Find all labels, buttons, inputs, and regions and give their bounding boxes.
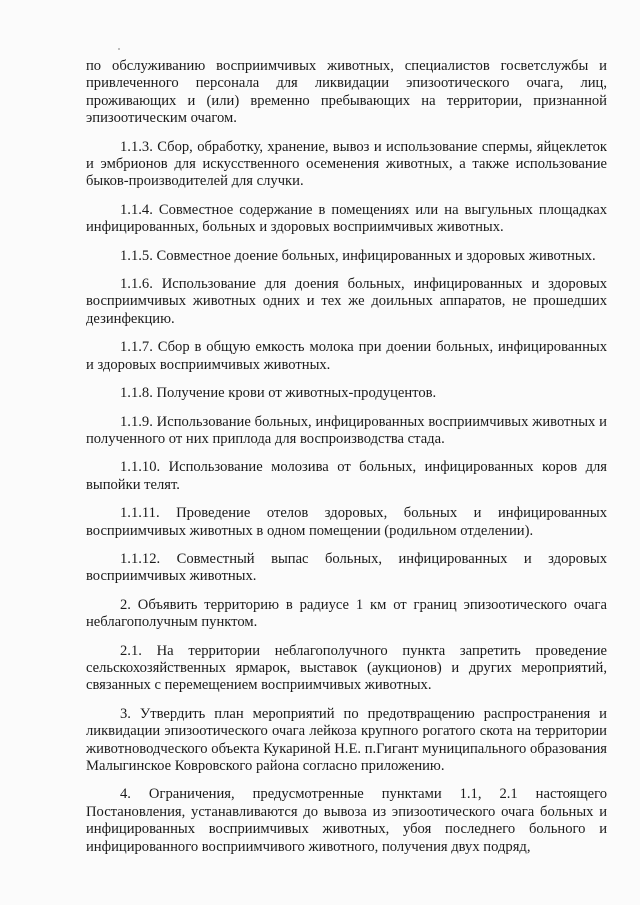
scan-artifact	[118, 48, 120, 50]
paragraph-1-1-4: 1.1.4. Совместное содержание в помещениях или на выгульных площадках инфицированных, больных и здоровых восприимчивых животных.	[86, 201, 607, 236]
paragraph-1-1-11: 1.1.11. Проведение отелов здоровых, больных и инфицированных восприимчивых животных в одном помещении (родильном отделении).	[86, 505, 607, 539]
paragraph-2-1: 2.1. На территории неблагополучного пункта запретить проведение сельскохозяйственных ярмарок, выставок (аукционов) и других мероприятий, связанных с перемещением восприимчивых животных.	[86, 642, 607, 694]
paragraph-4: 4. Ограничения, предусмотренные пунктами 1.1, 2.1 настоящего Постановления, устанавливаются до вывоза из эпизоотического очага больных и инфицированных восприимчивых животных, убоя последнего больного и инфицированного восприимчивого животного, получения двух подряд,	[86, 786, 607, 855]
paragraph-continuation: по обслуживанию восприимчивых животных, специалистов госветслужбы и привлеченного персонала для ликвидации эпизоотического очага, лиц, проживающих и (или) временно пребывающих на территории, признанной эпизоотическим очагом.	[86, 58, 607, 127]
paragraph-1-1-9: 1.1.9. Использование больных, инфицированных восприимчивых животных и полученного от них приплода для воспроизводства стада.	[86, 413, 607, 447]
paragraph-1-1-5: 1.1.5. Совместное доение больных, инфицированных и здоровых животных.	[120, 247, 596, 264]
paragraph-1-1-7: 1.1.7. Сбор в общую емкость молока при доении больных, инфицированных и здоровых восприимчивых животных.	[86, 339, 607, 373]
paragraph-1-1-3: 1.1.3. Сбор, обработку, хранение, вывоз и использование спермы, яйцеклеток и эмбрионов для искусственного осеменения животных, а также использование быков-производителей для случки.	[86, 138, 607, 190]
paragraph-1-1-6: 1.1.6. Использование для доения больных, инфицированных и здоровых восприимчивых животных одних и тех же доильных аппаратов, не прошедших дезинфекцию.	[86, 276, 607, 327]
paragraph-3: 3. Утвердить план мероприятий по предотвращению распространения и ликвидации эпизоотического очага лейкоза крупного рогатого скота на территории животноводческого объекта Кукариной Н.Е. п.Гигант муниципального образования Малыгинское Ковровского района согласно приложению.	[86, 705, 607, 774]
document-body	[86, 58, 607, 856]
paragraph-1-1-8: 1.1.8. Получение крови от животных-продуцентов.	[120, 385, 437, 402]
paragraph-1-1-10: 1.1.10. Использование молозива от больных, инфицированных коров для выпойки телят.	[86, 459, 607, 493]
paragraph-2: 2. Объявить территорию в радиусе 1 км от границ эпизоотического очага неблагополучным пунктом.	[86, 596, 607, 631]
paragraph-1-1-12: 1.1.12. Совместный выпас больных, инфицированных и здоровых восприимчивых животных.	[86, 550, 607, 585]
